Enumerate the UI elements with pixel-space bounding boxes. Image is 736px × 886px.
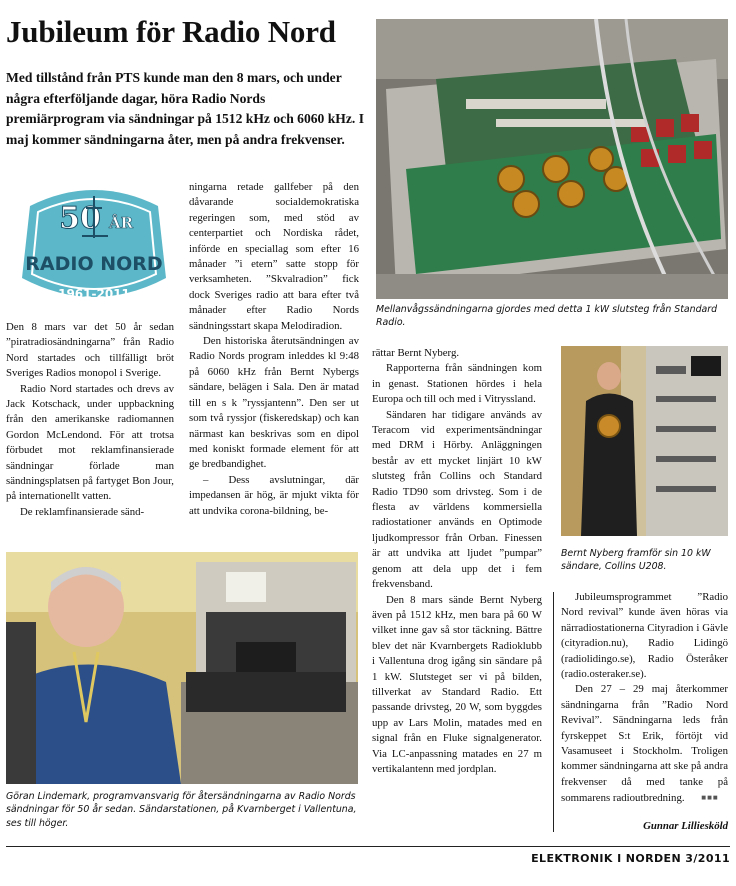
logo-number: 50 [59, 201, 101, 236]
lindemark-photo [6, 552, 358, 784]
amplifier-photo [376, 19, 728, 299]
radio-nord-logo [10, 178, 178, 312]
end-marks: ■■■ [701, 793, 719, 803]
article-lead: Med tillstånd från PTS kunde man den 8 mars, och under några efterföljande dagar, höra Radio Nords premiärprogram via sändningar på 1512 kHz och 6060 kHz. I maj kommer sändningarna åter, men på andra frekvenser. [6, 70, 364, 147]
lindemark-caption: Göran Lindemark, programvansvarig för återsändningarna av Radio Nords sändningar för 50 år sedan. Sändarstationen, på Kvarnberget i Vallentuna, ses till höger. [6, 791, 357, 829]
column-2-paragraph: Den historiska återutsändningen av Radio Nords program inleddes kl 9:48 på 6060 kHz från Bernt Nybergs sändare, belägen i Sala. Den är matad till en s k ”ryssjantenn”. Den ser ut som två ryssjor (fiskeredskap) och kan närmast kan beskrivas som en dipol med koniskt formade element för att ge bredbandighet. [189, 335, 359, 471]
article-column-1 [6, 320, 174, 520]
column-3-paragraph: rättar Bernt Nyberg. [372, 347, 460, 359]
column-2-paragraph: ningarna retade gallfeber på den dåvarande socialdemokratiska regeringen som, med stöd av centerpartiet och Nordiska rådet, införde en speciallag som efter 16 månader ”i etern” satte stopp för verksamheten. ”Skvalradion” fick dock Sveriges radio att bara efter två månader efter Radio Nords sändningsstart skapa Melodiradion. [189, 181, 359, 332]
logo-years-word: ÅR [108, 214, 134, 232]
author-signature: Gunnar Lilliesköld [643, 819, 728, 832]
column-divider [553, 592, 554, 832]
column-1-paragraph: De reklamfinansierade sänd- [20, 505, 145, 518]
footer-rule [6, 846, 730, 847]
column-4-paragraph-text: Den 27 – 29 maj återkommer sändningarna från ”Radio Nord Revival”. Sändningarna leds från fyrskeppet S:t Erik, förtöjt vid Vasamuseet i Stockholm. Troligen kommer sändningarna att ske på andra frekvenser då med tanke på sommarens radioutbredning. [561, 683, 728, 805]
logo-name: RADIO NORD [25, 253, 163, 275]
article-column-2 [189, 180, 359, 519]
column-3-paragraph: Den 8 mars sände Bernt Nyberg även på 1512 kHz, men bara på 60 W vilket inne gav så stor täckning. Bättre blev det när Kvarnbergets Radioklubb i Vallentuna drog igång sin sändare på 1 kW. Slutsteget ser vi på bilden, tillverkat av Standard Radio. Ett passande drivsteg, 20 W, som byggdes upp av Lars Molin, matades med en signal från en Fluke signalgenerator. Via LC-anpassning matades en 27 m vertikalantenn med jordplan. [372, 593, 542, 775]
logo-years-range: 1961-2011 [58, 287, 130, 301]
article-column-3 [372, 346, 542, 777]
column-4-paragraph [561, 682, 728, 806]
column-4-paragraph: Jubileumsprogrammet ”Radio Nord revival” kunde även höras via närradiostationerna Cityradion i Gävle (cityradion.nu), Radio Lidingö (radiolidingo.se), Radio Österåker (radio.osteraker.se). [561, 591, 728, 681]
column-2-paragraph: – Dess avslutningar, där impedansen är hög, är mjukt vikta för att undvika corona-bildning, be- [189, 473, 359, 517]
amplifier-caption: Mellanvågssändningarna gjordes med detta 1 kW slutsteg från Standard Radio. [376, 304, 718, 329]
column-3-paragraph: Rapporterna från sändningen kom in genast. Stationen hördes i hela Europa och till och med i Vitryssland. [372, 362, 542, 406]
column-3-paragraph: Sändaren har tidigare används av Teracom vid experimentsändningar med DRM i Hörby. Anläggningen består av ett mycket linjärt 10 kW slutsteg från Collins och Standard Radio TD90 som drivsteg. Som i de flesta av världens kommersiella radiostationer används en Optimode ljudkompressor från Orban. Finessen är att undvika att ljudet ”pumpar” genom att dela upp det i fem frekvensband. [372, 408, 542, 591]
article-title: Jubileum för Radio Nord [6, 14, 336, 49]
nyberg-caption: Bernt Nyberg framför sin 10 kW sändare, Collins U208. [561, 548, 711, 573]
magazine-footer: ELEKTRONIK I NORDEN 3/2011 [531, 852, 730, 865]
article-column-4 [561, 590, 728, 834]
column-1-paragraph: Radio Nord startades och drevs av Jack Kotschack, under uppbackning från den amerikanske radiomannen Gordon McLendond. För att trotsa förbudet mot reklamfinansierade sändningar förlade man sändningsplatsen på fartyget Bon Jour, på internationellt vatten. [6, 382, 174, 503]
column-1-paragraph: Den 8 mars var det 50 år sedan ”piratradiosändningarna” från Radio Nord startades och tillfälligt bröt Sveriges Radios monopol i Sverige. [6, 321, 174, 380]
nyberg-photo [561, 346, 728, 536]
